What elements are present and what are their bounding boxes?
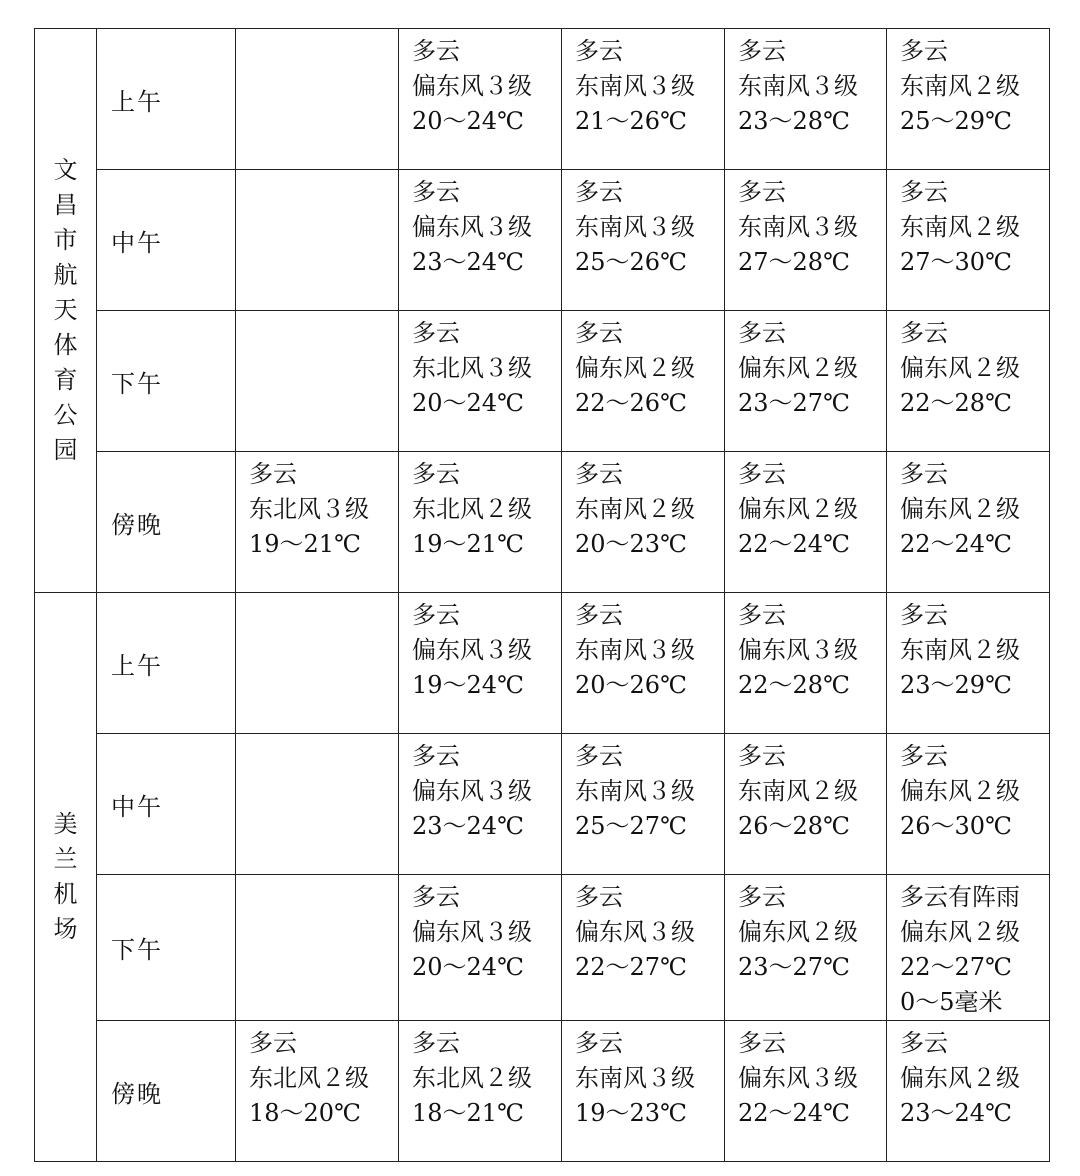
weather-condition: 多云 (738, 601, 786, 629)
weather-condition: 多云 (412, 460, 460, 488)
forecast-cell (399, 1021, 562, 1162)
forecast-cell (236, 593, 399, 734)
weather-condition: 多云 (738, 178, 786, 206)
forecast-cell (562, 311, 725, 452)
weather-condition: 多云 (738, 460, 786, 488)
wind-info: 偏东风３级 (412, 777, 532, 805)
weather-condition: 多云 (412, 1029, 460, 1057)
forecast-cell (887, 1021, 1050, 1162)
period-label: 中午 (97, 734, 236, 875)
forecast-cell-content (725, 170, 886, 280)
forecast-cell-content (562, 593, 724, 703)
forecast-cell (399, 29, 562, 170)
forecast-cell-content (887, 734, 1049, 844)
wind-info: 偏东风２级 (738, 918, 858, 946)
forecast-cell-content (236, 875, 398, 880)
temperature-range: 18～20℃ (249, 1099, 361, 1127)
wind-info: 东南风３级 (575, 636, 695, 664)
wind-info: 偏东风３级 (412, 918, 532, 946)
weather-condition: 多云 (412, 37, 460, 65)
forecast-cell-content (725, 875, 886, 985)
weather-condition: 多云 (412, 601, 460, 629)
weather-condition: 多云 (738, 1029, 786, 1057)
weather-condition: 多云 (412, 883, 460, 911)
temperature-range: 23～29℃ (900, 671, 1012, 699)
forecast-cell (725, 29, 887, 170)
table-row (35, 593, 1050, 734)
temperature-range: 23～28℃ (738, 107, 850, 135)
table-row (35, 734, 1050, 875)
weather-condition: 多云 (900, 178, 948, 206)
wind-info: 偏东风３级 (738, 1064, 858, 1092)
forecast-cell (562, 170, 725, 311)
table-row (35, 29, 1050, 170)
forecast-cell (399, 452, 562, 593)
wind-info: 东北风２级 (412, 1064, 532, 1092)
temperature-range: 27～28℃ (738, 248, 850, 276)
forecast-cell-content (399, 170, 561, 280)
period-label: 下午 (97, 311, 236, 452)
forecast-cell (562, 734, 725, 875)
temperature-range: 23～24℃ (412, 248, 524, 276)
temperature-range: 19～21℃ (412, 530, 524, 558)
temperature-range: 20～24℃ (412, 389, 524, 417)
temperature-range: 20～24℃ (412, 953, 524, 981)
period-label: 傍晚 (97, 1021, 236, 1162)
temperature-range: 20～23℃ (575, 530, 687, 558)
temperature-range: 19～23℃ (575, 1099, 687, 1127)
weather-condition: 多云 (575, 319, 623, 347)
forecast-cell (562, 1021, 725, 1162)
forecast-cell-content (887, 170, 1049, 280)
temperature-range: 25～27℃ (575, 812, 687, 840)
wind-info: 偏东风２级 (900, 354, 1020, 382)
forecast-cell-content (399, 311, 561, 421)
temperature-range: 23～27℃ (738, 953, 850, 981)
forecast-cell (725, 311, 887, 452)
forecast-cell (399, 593, 562, 734)
wind-info: 东南风２级 (738, 777, 858, 805)
wind-info: 东南风３级 (575, 777, 695, 805)
forecast-cell-content (562, 29, 724, 139)
period-label: 中午 (97, 170, 236, 311)
forecast-cell-content (236, 734, 398, 739)
forecast-cell (236, 734, 399, 875)
weather-condition: 多云 (900, 601, 948, 629)
forecast-table (34, 28, 1050, 1162)
precipitation: 0～5毫米 (900, 988, 1003, 1016)
temperature-range: 26～30℃ (900, 812, 1012, 840)
weather-condition: 多云 (412, 319, 460, 347)
forecast-cell-content (725, 29, 886, 139)
table-row (35, 1021, 1050, 1162)
wind-info: 偏东风３级 (412, 72, 532, 100)
wind-info: 东南风２级 (900, 636, 1020, 664)
weather-condition: 多云 (900, 37, 948, 65)
wind-info: 东北风３级 (412, 354, 532, 382)
wind-info: 偏东风２级 (575, 354, 695, 382)
forecast-cell (236, 311, 399, 452)
wind-info: 偏东风２级 (738, 354, 858, 382)
forecast-cell (562, 29, 725, 170)
forecast-cell-content (399, 734, 561, 844)
temperature-range: 20～26℃ (575, 671, 687, 699)
forecast-cell-content (887, 1021, 1049, 1131)
forecast-cell-content (399, 29, 561, 139)
weather-condition: 多云 (575, 37, 623, 65)
temperature-range: 22～28℃ (738, 671, 850, 699)
weather-condition: 多云 (412, 178, 460, 206)
wind-info: 偏东风３级 (412, 213, 532, 241)
temperature-range: 25～26℃ (575, 248, 687, 276)
temperature-range: 22～24℃ (738, 530, 850, 558)
weather-condition: 多云 (575, 883, 623, 911)
wind-info: 东南风３级 (738, 72, 858, 100)
forecast-cell (562, 452, 725, 593)
forecast-cell-content (562, 311, 724, 421)
period-label: 傍晚 (97, 452, 236, 593)
forecast-cell-content (562, 875, 724, 985)
forecast-cell (725, 1021, 887, 1162)
period-label: 下午 (97, 875, 236, 1021)
forecast-cell-content (725, 311, 886, 421)
forecast-cell-content (887, 29, 1049, 139)
temperature-range: 19～24℃ (412, 671, 524, 699)
wind-info: 偏东风２级 (900, 495, 1020, 523)
temperature-range: 22～28℃ (900, 389, 1012, 417)
forecast-cell-content (236, 593, 398, 598)
temperature-range: 22～24℃ (900, 530, 1012, 558)
temperature-range: 18～21℃ (412, 1099, 524, 1127)
forecast-cell (236, 1021, 399, 1162)
forecast-cell-content (725, 1021, 886, 1131)
forecast-cell-content (887, 311, 1049, 421)
temperature-range: 22～24℃ (738, 1099, 850, 1127)
forecast-cell-content (399, 875, 561, 985)
temperature-range: 21～26℃ (575, 107, 687, 135)
forecast-cell (399, 311, 562, 452)
table-row (35, 452, 1050, 593)
forecast-cell-content (725, 734, 886, 844)
forecast-cell (725, 452, 887, 593)
weather-condition: 多云 (900, 742, 948, 770)
wind-info: 偏东风２级 (738, 495, 858, 523)
wind-info: 东南风２级 (575, 495, 695, 523)
weather-condition: 多云 (738, 37, 786, 65)
wind-info: 偏东风２级 (900, 1064, 1020, 1092)
temperature-range: 22～26℃ (575, 389, 687, 417)
forecast-cell-content (562, 1021, 724, 1131)
wind-info: 偏东风３级 (738, 636, 858, 664)
forecast-cell-content (399, 593, 561, 703)
forecast-cell (562, 875, 725, 1021)
wind-info: 东南风３级 (575, 72, 695, 100)
temperature-range: 22～27℃ (900, 953, 1012, 981)
wind-info: 东北风２级 (412, 495, 532, 523)
wind-info: 偏东风３级 (412, 636, 532, 664)
wind-info: 东南风３级 (738, 213, 858, 241)
forecast-cell-content (887, 452, 1049, 562)
wind-info: 东南风３级 (575, 1064, 695, 1092)
weather-condition: 多云 (738, 742, 786, 770)
location-cell (35, 29, 97, 593)
forecast-cell-content (236, 1021, 398, 1131)
forecast-cell-content (562, 452, 724, 562)
weather-condition: 多云 (738, 319, 786, 347)
location-name: 美兰机场 (53, 810, 78, 943)
forecast-cell-content (725, 593, 886, 703)
wind-info: 偏东风３级 (575, 918, 695, 946)
forecast-cell (236, 875, 399, 1021)
weather-condition: 多云 (575, 178, 623, 206)
forecast-cell (399, 734, 562, 875)
table-row (35, 875, 1050, 1021)
wind-info: 东南风２级 (900, 213, 1020, 241)
weather-condition: 多云 (575, 460, 623, 488)
weather-condition: 多云 (900, 1029, 948, 1057)
forecast-cell-content (887, 593, 1049, 703)
weather-condition: 多云 (575, 601, 623, 629)
weather-condition: 多云有阵雨 (900, 883, 1020, 911)
forecast-cell-content (236, 29, 398, 34)
weather-condition: 多云 (412, 742, 460, 770)
temperature-range: 22～27℃ (575, 953, 687, 981)
weather-condition: 多云 (738, 883, 786, 911)
location-cell (35, 593, 97, 1162)
forecast-body (35, 29, 1050, 1162)
temperature-range: 23～27℃ (738, 389, 850, 417)
table-row (35, 311, 1050, 452)
wind-info: 偏东风２级 (900, 777, 1020, 805)
forecast-cell (399, 170, 562, 311)
forecast-cell (725, 734, 887, 875)
weather-condition: 多云 (249, 1029, 297, 1057)
weather-condition: 多云 (575, 742, 623, 770)
temperature-range: 23～24℃ (412, 812, 524, 840)
temperature-range: 20～24℃ (412, 107, 524, 135)
forecast-cell (236, 29, 399, 170)
forecast-cell (725, 170, 887, 311)
location-name: 文昌市航天体育公园 (53, 156, 78, 464)
forecast-cell-content (725, 452, 886, 562)
forecast-cell-content (399, 452, 561, 562)
forecast-cell-content (562, 170, 724, 280)
forecast-cell (887, 452, 1050, 593)
weather-condition: 多云 (900, 460, 948, 488)
forecast-cell (887, 734, 1050, 875)
temperature-range: 27～30℃ (900, 248, 1012, 276)
forecast-cell-content (236, 452, 398, 562)
forecast-cell (887, 170, 1050, 311)
forecast-cell (725, 593, 887, 734)
period-label: 上午 (97, 593, 236, 734)
forecast-cell (236, 452, 399, 593)
period-label: 上午 (97, 29, 236, 170)
weather-condition: 多云 (900, 319, 948, 347)
forecast-cell (887, 875, 1050, 1021)
forecast-cell (887, 311, 1050, 452)
forecast-cell-content (562, 734, 724, 844)
forecast-cell (725, 875, 887, 1021)
wind-info: 偏东风２级 (900, 918, 1020, 946)
wind-info: 东北风３级 (249, 495, 369, 523)
weather-condition: 多云 (575, 1029, 623, 1057)
temperature-range: 19～21℃ (249, 530, 361, 558)
wind-info: 东南风３级 (575, 213, 695, 241)
forecast-cell (562, 593, 725, 734)
forecast-cell (887, 29, 1050, 170)
weather-condition: 多云 (249, 460, 297, 488)
forecast-cell (887, 593, 1050, 734)
temperature-range: 25～29℃ (900, 107, 1012, 135)
forecast-cell-content (399, 1021, 561, 1131)
temperature-range: 26～28℃ (738, 812, 850, 840)
forecast-cell (236, 170, 399, 311)
wind-info: 东南风２级 (900, 72, 1020, 100)
forecast-cell-content (887, 875, 1049, 1020)
table-row (35, 170, 1050, 311)
wind-info: 东北风２级 (249, 1064, 369, 1092)
forecast-cell (399, 875, 562, 1021)
temperature-range: 23～24℃ (900, 1099, 1012, 1127)
forecast-cell-content (236, 170, 398, 175)
forecast-cell-content (236, 311, 398, 316)
